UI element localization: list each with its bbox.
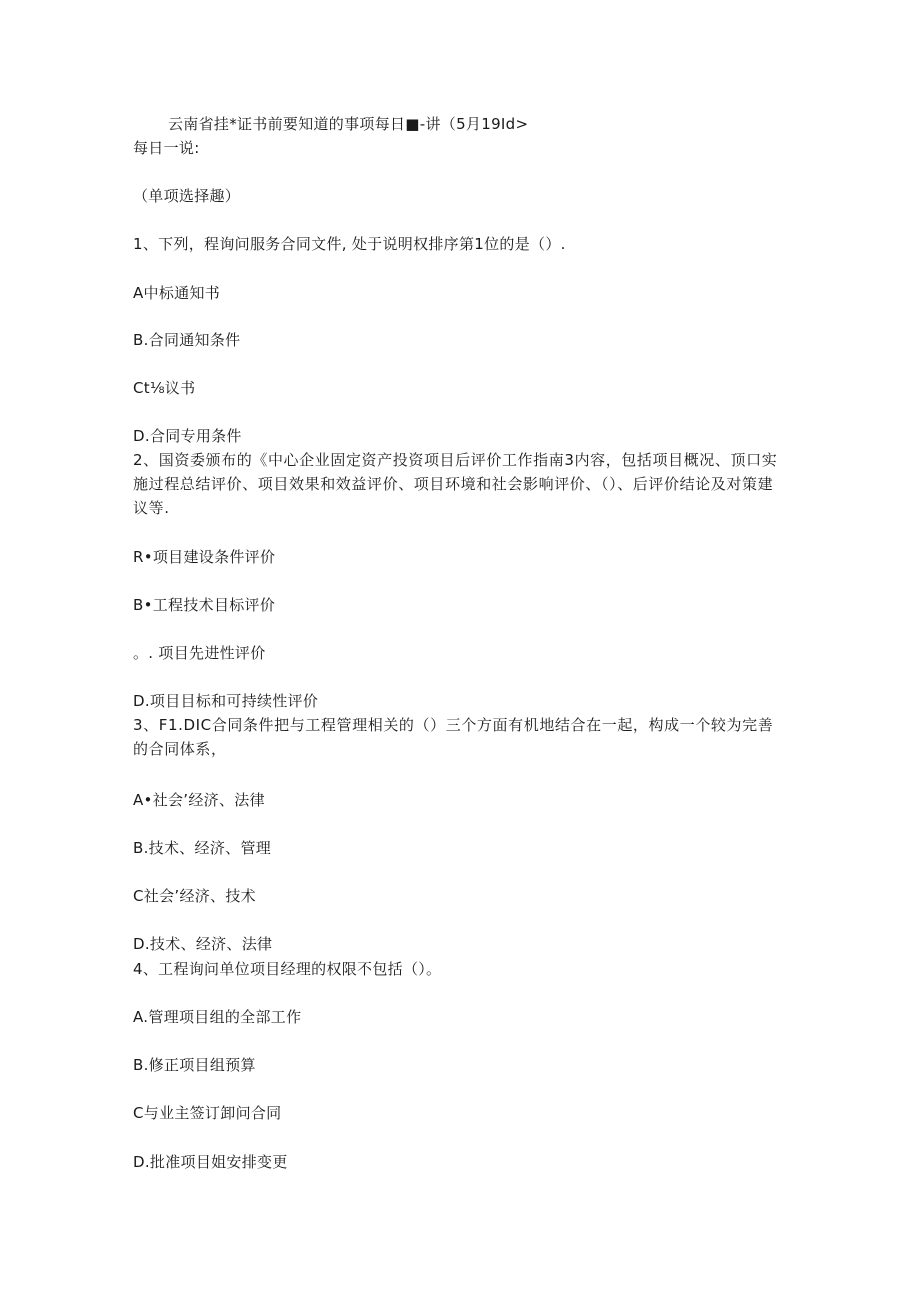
section-heading: （单项选择趣） [133,187,241,205]
question-3-option-c: C社会’经济、技术 [133,887,256,905]
document-subtitle: 每日一说: [133,139,200,157]
question-4-option-c: C与业主签订卸问合同 [133,1104,282,1122]
question-1-option-c: Ct⅛议书 [133,379,196,397]
question-2-option-d: D.项目目标和可持续性评价 [133,692,319,710]
question-2-option-a: R•项目建设条件评价 [133,548,276,566]
question-4-option-b: B.修正项目组预算 [133,1056,256,1074]
question-2-option-b: B•工程技术目标评价 [133,596,276,614]
question-2-stem: 2、国资委颁布的《中心企业固定资产投资项目后评价工作指南3内容，包括项目概况、顶口实施过程总结评价、项目效果和效益评价、项目环境和社会影响评价、（）、后评价结论及对策建议等. [133,451,778,517]
question-4-option-a: A.管理项目组的全部工作 [133,1008,302,1026]
document-title: 云南省挂*证书前要知道的事项每日■-讲（5月19Id> [168,115,529,133]
question-3-stem: 3、F1.DIC合同条件把与工程管理相关的（）三个方面有机地结合在一起，构成一个较为完善的合同体系， [133,716,774,758]
question-1-option-d: D.合同专用条件 [133,427,242,445]
question-4-stem: 4、工程询问单位项目经理的权限不包括（）。 [133,960,442,978]
question-4-option-d: D.批准项目姐安排变更 [133,1153,288,1171]
question-1-option-a: A中标通知书 [133,284,221,302]
question-3-option-a: A•社会’经济、法律 [133,791,265,809]
question-3-option-d: D.技术、经济、法律 [133,935,273,953]
question-2-option-c: 。. 项目先进性评价 [133,644,266,662]
question-1-stem: 1、下列，程询问服务合同文件, 处于说明权排序第1位的是（）. [133,235,566,253]
question-1-option-b: B.合同通知条件 [133,331,241,349]
question-3-option-b: B.技术、经济、管理 [133,839,272,857]
